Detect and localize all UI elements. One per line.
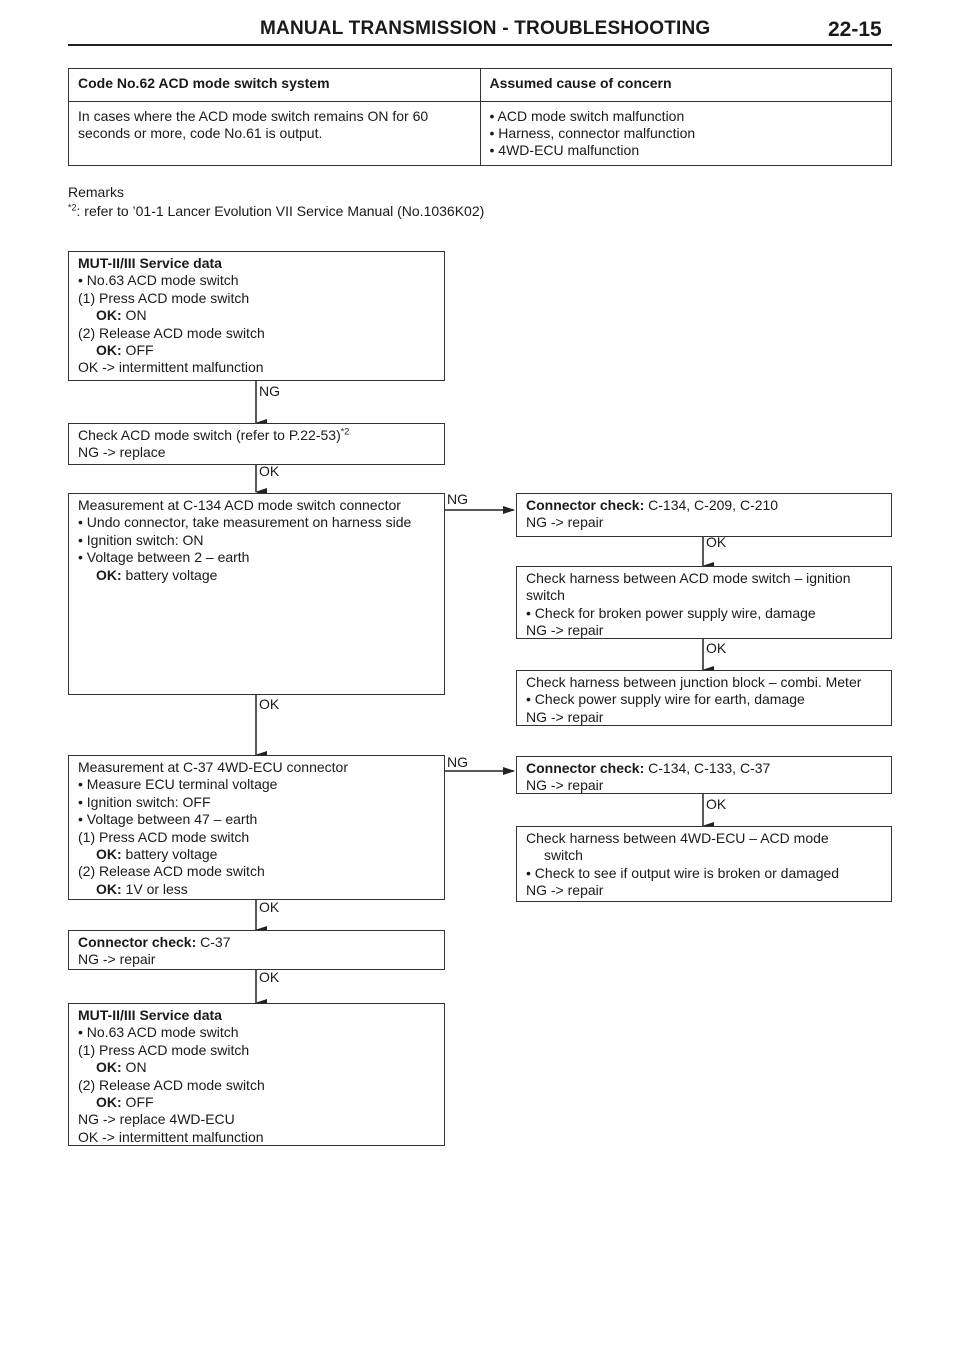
flow-label-ok: OK bbox=[259, 969, 280, 985]
box-line: (1) Press ACD mode switch bbox=[78, 1041, 250, 1058]
ok-value: battery voltage bbox=[121, 846, 218, 863]
box-line: • Ignition switch: OFF bbox=[78, 793, 211, 810]
box-line: • Check for broken power supply wire, damage bbox=[526, 604, 816, 621]
box-line: NG -> repair bbox=[526, 514, 604, 531]
ok-value: ON bbox=[121, 307, 147, 324]
box-line: NG -> repair bbox=[526, 708, 604, 725]
box-line bbox=[78, 934, 435, 951]
box-line: • No.63 ACD mode switch bbox=[78, 1024, 239, 1041]
box-line: • Check power supply wire for earth, damage bbox=[526, 691, 805, 708]
box-line: NG -> repair bbox=[526, 622, 604, 639]
box-line: (2) Release ACD mode switch bbox=[78, 863, 265, 880]
ok-value: OFF bbox=[121, 1094, 154, 1111]
step-service-data-box bbox=[68, 251, 445, 381]
flow-label-ng: NG bbox=[447, 491, 468, 507]
box-line: NG -> repair bbox=[526, 882, 604, 899]
ok-label: OK: bbox=[96, 1059, 122, 1076]
box-value: C-134, C-133, C-37 bbox=[644, 760, 771, 776]
box-line: • Ignition switch: ON bbox=[78, 531, 204, 548]
step-harness-check-box bbox=[516, 670, 892, 726]
ok-label: OK: bbox=[96, 342, 122, 359]
box-value: C-134, C-209, C-210 bbox=[644, 497, 779, 513]
box-line bbox=[526, 497, 882, 514]
ok-label: OK: bbox=[96, 1094, 122, 1111]
ok-label: OK: bbox=[96, 846, 122, 863]
cause-item: • ACD mode switch malfunction bbox=[489, 108, 685, 124]
table-header-code: Code No.62 ACD mode switch system bbox=[69, 69, 481, 102]
description-line: seconds or more, code No.61 is output. bbox=[78, 125, 323, 141]
step-check-switch-box bbox=[68, 423, 445, 465]
box-line: NG -> repair bbox=[526, 777, 604, 794]
box-line: • Check to see if output wire is broken or damaged bbox=[526, 864, 840, 881]
box-line: • Voltage between 47 – earth bbox=[78, 811, 258, 828]
box-line: • Undo connector, take measurement on harness side bbox=[78, 514, 412, 531]
flow-label-ok: OK bbox=[259, 696, 280, 712]
box-line: switch bbox=[526, 587, 565, 604]
step-service-data-box bbox=[68, 1003, 445, 1146]
box-line: Check harness between ACD mode switch – ignition bbox=[526, 570, 851, 586]
box-line: (2) Release ACD mode switch bbox=[78, 324, 265, 341]
box-text: Check ACD mode switch (refer to P.22-53) bbox=[78, 427, 341, 443]
ok-value: ON bbox=[121, 1059, 147, 1076]
step-harness-check-box bbox=[516, 826, 892, 902]
box-label: Connector check: bbox=[526, 497, 645, 513]
box-label: Connector check: bbox=[78, 934, 197, 950]
box-label: Connector check: bbox=[526, 760, 645, 776]
flow-label-ng: NG bbox=[259, 383, 280, 399]
step-harness-check-box bbox=[516, 566, 892, 639]
box-line: Measurement at C-37 4WD-ECU connector bbox=[78, 759, 348, 775]
ok-label: OK: bbox=[96, 566, 122, 583]
flow-label-ok: OK bbox=[706, 534, 727, 550]
ok-line bbox=[78, 846, 435, 863]
box-line: NG -> repair bbox=[78, 951, 156, 968]
step-measure-c37-box bbox=[68, 755, 445, 900]
description-line: In cases where the ACD mode switch remains ON for 60 bbox=[78, 108, 429, 124]
ok-value: 1V or less bbox=[121, 880, 188, 897]
box-line: • No.63 ACD mode switch bbox=[78, 272, 239, 289]
ok-line bbox=[78, 307, 435, 324]
ok-line bbox=[78, 881, 435, 898]
table-header-cause: Assumed cause of concern bbox=[480, 69, 892, 102]
step-measure-c134-box bbox=[68, 493, 445, 695]
box-line: Measurement at C-134 ACD mode switch connector bbox=[78, 497, 401, 513]
box-title: MUT-II/III Service data bbox=[78, 1007, 222, 1023]
step-connector-check-box bbox=[516, 756, 892, 794]
box-line: • Voltage between 2 – earth bbox=[78, 549, 250, 566]
ok-label: OK: bbox=[96, 307, 122, 324]
box-line: NG -> replace 4WD-ECU bbox=[78, 1111, 235, 1128]
box-line: • Measure ECU terminal voltage bbox=[78, 776, 278, 793]
remarks-title: Remarks bbox=[68, 184, 125, 200]
box-line bbox=[78, 427, 435, 444]
box-value: C-37 bbox=[196, 934, 231, 950]
box-line: Check harness between junction block – combi. Meter bbox=[526, 674, 862, 690]
flow-label-ok: OK bbox=[259, 899, 280, 915]
box-line: OK -> intermittent malfunction bbox=[78, 1128, 264, 1145]
flow-label-ok: OK bbox=[706, 796, 727, 812]
page-title: MANUAL TRANSMISSION - TROUBLESHOOTING bbox=[260, 18, 711, 39]
box-line: Check harness between 4WD-ECU – ACD mode bbox=[526, 830, 829, 846]
note-mark: *2 bbox=[340, 426, 350, 437]
cause-item: • 4WD-ECU malfunction bbox=[489, 142, 640, 158]
ok-line bbox=[78, 1059, 435, 1076]
box-line: OK -> intermittent malfunction bbox=[78, 359, 264, 376]
box-line: switch bbox=[544, 847, 583, 864]
ok-label: OK: bbox=[96, 880, 122, 897]
step-connector-check-box bbox=[516, 493, 892, 537]
box-line bbox=[526, 760, 882, 777]
box-title: MUT-II/III Service data bbox=[78, 255, 222, 271]
flow-label-ng: NG bbox=[447, 754, 468, 770]
cause-item: • Harness, connector malfunction bbox=[489, 125, 696, 141]
ok-line bbox=[78, 1094, 435, 1111]
flow-label-ok: OK bbox=[259, 463, 280, 479]
flow-label-ok: OK bbox=[706, 640, 727, 656]
box-line: (1) Press ACD mode switch bbox=[78, 828, 250, 845]
box-line: (2) Release ACD mode switch bbox=[78, 1076, 265, 1093]
ok-line bbox=[78, 567, 435, 584]
ok-line bbox=[78, 342, 435, 359]
ok-value: battery voltage bbox=[121, 566, 218, 583]
box-line: (1) Press ACD mode switch bbox=[78, 289, 250, 306]
note-text: : refer to ’01-1 Lancer Evolution VII Service Manual (No.1036K02) bbox=[76, 203, 485, 219]
step-connector-check-box bbox=[68, 930, 445, 970]
box-line: NG -> replace bbox=[78, 444, 166, 461]
note-mark: *2 bbox=[68, 202, 77, 213]
ok-value: OFF bbox=[121, 342, 154, 359]
page-number: 22-15 bbox=[828, 18, 882, 41]
